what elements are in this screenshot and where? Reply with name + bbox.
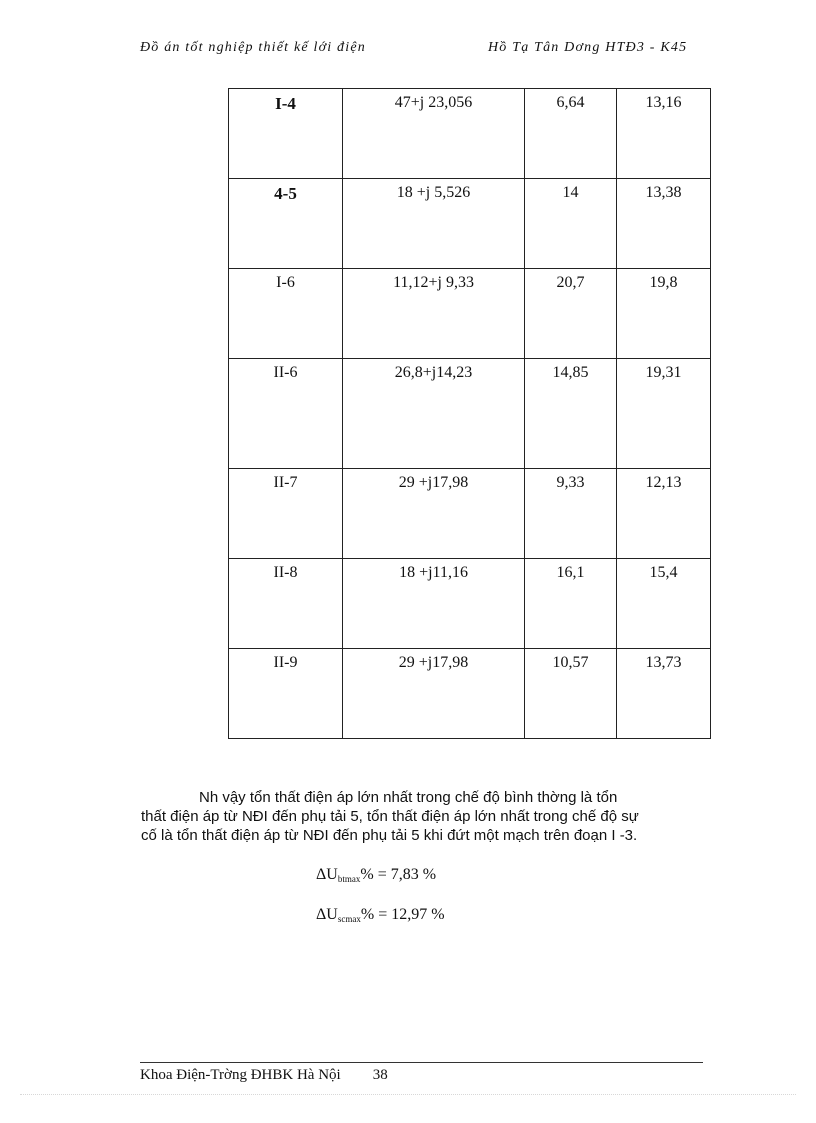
formula-value: % = 12,97 %	[360, 906, 445, 923]
table-cell: 16,1	[525, 559, 617, 649]
table-cell: 15,4	[617, 559, 711, 649]
formula-symbol: U	[326, 906, 338, 923]
page-edge-divider	[20, 1094, 796, 1095]
conclusion-paragraph	[141, 788, 726, 845]
table-cell: 29 +j17,98	[343, 649, 525, 739]
table-cell: 13,16	[617, 89, 711, 179]
table-cell: II-8	[229, 559, 343, 649]
table-cell: 12,13	[617, 469, 711, 559]
table-cell: 9,33	[525, 469, 617, 559]
table-cell: I-6	[229, 269, 343, 359]
delta-symbol: Δ	[316, 906, 327, 923]
table-row	[229, 359, 711, 469]
table-cell: 4-5	[229, 179, 343, 269]
formula-value: % = 7,83 %	[360, 866, 437, 883]
table-cell: 6,64	[525, 89, 617, 179]
table-row	[229, 469, 711, 559]
table-cell: 19,8	[617, 269, 711, 359]
table-cell: II-9	[229, 649, 343, 739]
table-cell: 13,38	[617, 179, 711, 269]
table-cell: 19,31	[617, 359, 711, 469]
table-cell: 18 +j 5,526	[343, 179, 525, 269]
table-cell: II-7	[229, 469, 343, 559]
header-right: Hồ Tạ Tân Dơng HTĐ3 - K45	[488, 40, 688, 55]
footer-divider	[140, 1062, 703, 1063]
table-cell: 20,7	[525, 269, 617, 359]
table-cell: 10,57	[525, 649, 617, 739]
table-cell: 14,85	[525, 359, 617, 469]
footer-text: Khoa Điện-Trờng ĐHBK Hà Nội	[140, 1067, 341, 1083]
table-row	[229, 559, 711, 649]
formula-scmax	[316, 906, 445, 924]
table-cell: 11,12+j 9,33	[343, 269, 525, 359]
table-cell: 47+j 23,056	[343, 89, 525, 179]
header-left: Đồ án tốt nghiệp thiết kế lới điện	[140, 40, 366, 55]
table-row	[229, 269, 711, 359]
formula-symbol: U	[326, 866, 338, 883]
delta-symbol: Δ	[316, 866, 327, 883]
table-cell: 29 +j17,98	[343, 469, 525, 559]
table-row	[229, 649, 711, 739]
voltage-loss-table	[228, 88, 711, 739]
footer	[140, 1067, 388, 1084]
paragraph-line	[141, 788, 726, 807]
formula-subscript: btmax	[337, 874, 361, 884]
table-cell: 26,8+j14,23	[343, 359, 525, 469]
paragraph-line: cố là tổn thất điện áp từ NĐI đến phụ tải 5 khi đứt một mạch trên đoạn I -3.	[141, 827, 638, 844]
page-number: 38	[372, 1067, 388, 1083]
formula-subscript: scmax	[337, 914, 361, 924]
table-cell: I-4	[229, 89, 343, 179]
table-row	[229, 89, 711, 179]
table-cell: 18 +j11,16	[343, 559, 525, 649]
table-row	[229, 179, 711, 269]
paragraph-line: thất điện áp từ NĐI đến phụ tải 5, tổn thất điện áp lớn nhất trong chế độ sự	[141, 808, 639, 825]
table-cell: 13,73	[617, 649, 711, 739]
table-cell: 14	[525, 179, 617, 269]
paragraph-text: Nh vậy tổn thất điện áp lớn nhất trong chế độ bình thờng là tổn	[199, 789, 618, 806]
formula-btmax	[316, 866, 436, 884]
table-cell: II-6	[229, 359, 343, 469]
